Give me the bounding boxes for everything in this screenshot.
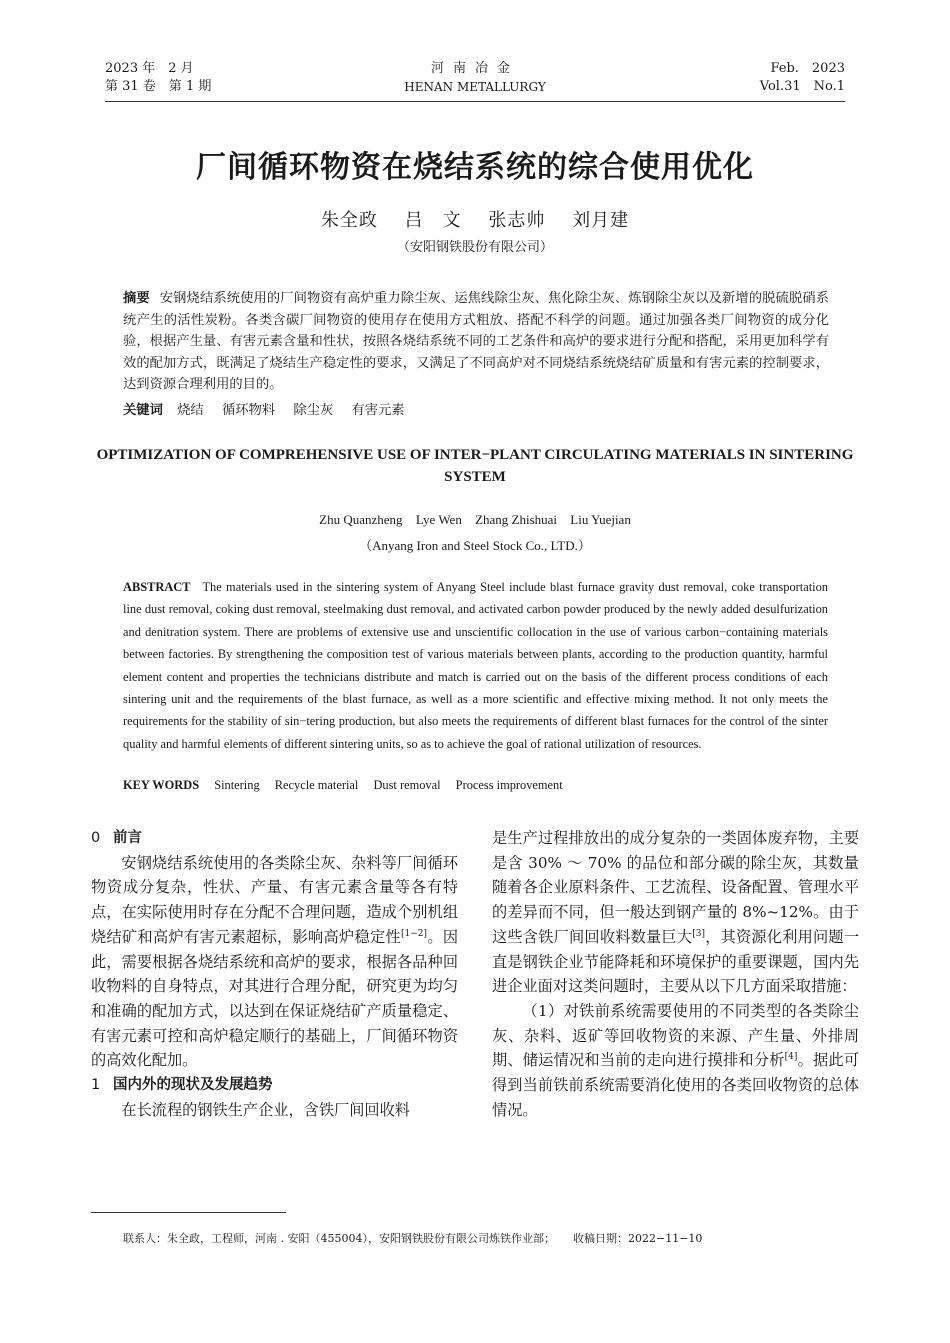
paper-title: 厂间循环物资在烧结系统的综合使用优化 bbox=[196, 150, 754, 185]
footnote-rule bbox=[91, 1212, 286, 1213]
header-date: 2023 年 2 月 bbox=[105, 61, 194, 76]
citation: [1−2] bbox=[401, 928, 428, 939]
header-volume-en: Vol.31 No.1 bbox=[759, 79, 845, 94]
author-name: 张志帅 bbox=[488, 210, 546, 231]
section-heading-1 bbox=[91, 1073, 458, 1098]
author-name-en: Lye Wen bbox=[415, 512, 462, 527]
abstract-cn bbox=[123, 288, 829, 396]
keyword-en: Sintering bbox=[214, 778, 260, 792]
body-column-right bbox=[492, 826, 859, 1122]
keyword-cn: 除尘灰 bbox=[293, 403, 334, 418]
body-column-left bbox=[91, 826, 458, 1122]
journal-name-cn: 河南冶金 bbox=[430, 61, 519, 76]
author-name-en: Zhu Quanzheng bbox=[319, 512, 403, 527]
keywords-en bbox=[123, 778, 828, 793]
section-heading-0 bbox=[91, 826, 458, 851]
author-name-en: Zhang Zhishuai bbox=[475, 512, 558, 527]
paper-title-en: OPTIMIZATION OF COMPREHENSIVE USE OF INTER−PLANT CIRCULATING MATERIALS IN SINTERING SYSTEM bbox=[96, 447, 854, 485]
paragraph-text: 是生产过程排放出的成分复杂的一类固体废弃物，主要是含 30% ～ 70% 的品位和部分碳的除尘灰，其数量随着各企业原料条件、工艺流程、设备配置、管理水平的差异而不同，但一般达到钢产量的 8%~12%。由于这些含铁厂间回收料数量巨大 bbox=[492, 829, 859, 946]
keywords-en-label: KEY WORDS bbox=[123, 778, 200, 792]
body-paragraph bbox=[492, 826, 859, 999]
paragraph-text: ，其资源化利用问题一直是钢铁企业节能降耗和环境保护的重要课题，国内先进企业面对这类问题时，主要从以下几方面采取措施： bbox=[492, 927, 860, 996]
keyword-en: Dust removal bbox=[373, 778, 441, 792]
body-paragraph: 在长流程的钢铁生产企业，含铁厂间回收料 bbox=[121, 1100, 410, 1119]
header-volume: 第 31 卷 第 1 期 bbox=[105, 79, 212, 94]
body-paragraph bbox=[492, 999, 859, 1123]
keyword-en: Recycle material bbox=[274, 778, 359, 792]
citation: [4] bbox=[784, 1052, 798, 1063]
footnote bbox=[123, 1230, 863, 1246]
keyword-cn: 有害元素 bbox=[351, 403, 405, 418]
affiliation: （安阳钢铁股份有限公司） bbox=[396, 240, 553, 255]
abstract-en-text: The materials used in the sintering system of Anyang Steel include blast furnace gravity dust removal, coke transportation line dust removal, coking dust removal, steelmaking dust removal, and activated carbon powder produced by the newly added desulfurization and denitration system. There are problems of extensive use and unscientific collocation in the use of various carbon−containing materials between factories. By strengthening the composition test of various materials between plants, according to the production quantity, harmful element content and properties the technicians distribute and match is carried out on the basis of the different process conditions of each sintering unit and the requirements of the blast furnace, as well as a more scientific and effective mixing method. It not only meets the requirements for the stability of sin−tering production, but also meets the requirements of different blast furnaces for the control of the sinter quality and harmful elements of different sintering units, so as to achieve the goal of rational utilization of resources. bbox=[123, 580, 828, 751]
abstract-cn-label: 摘要 bbox=[123, 291, 150, 306]
body-paragraph bbox=[91, 851, 458, 1073]
header-center bbox=[105, 60, 845, 96]
abstract-en-label: ABSTRACT bbox=[123, 580, 191, 594]
paragraph-text: 。据此可得到当前铁前系统需要消化使用的各类回收物资的总体情况。 bbox=[492, 1051, 860, 1119]
affiliation-en: （Anyang Iron and Steel Stock Co., LTD.） bbox=[359, 538, 591, 553]
section-title: 前言 bbox=[113, 830, 142, 846]
section-number: 1 bbox=[91, 1077, 101, 1094]
author-name: 刘月建 bbox=[572, 210, 630, 231]
keywords-cn-label: 关键词 bbox=[123, 403, 163, 418]
header-date-en: Feb. 2023 bbox=[770, 61, 845, 76]
author-list-en bbox=[0, 512, 950, 528]
author-name: 朱全政 bbox=[320, 210, 378, 231]
header-right bbox=[760, 60, 845, 96]
keyword-cn: 循环物料 bbox=[221, 403, 276, 418]
keyword-cn: 烧结 bbox=[177, 403, 204, 418]
paragraph-text: （1）对铁前系统需要使用的不同类型的各类除尘灰、杂料、返矿等回收物资的来源、产生量、外排周期、储运情况和当前的走向进行摸排和分析 bbox=[492, 1001, 859, 1070]
keywords-cn bbox=[123, 399, 829, 418]
abstract-cn-text: 安钢烧结系统使用的厂间物资有高炉重力除尘灰、运焦线除尘灰、焦化除尘灰、炼钢除尘灰以及新增的脱硫脱硝系统产生的活性炭粉。各类含碳厂间物资的使用存在使用方式粗放、搭配不科学的问题。通过加强各类厂间物资的成分化验，根据产生量、有害元素含量和性状，按照各烧结系统不同的工艺条件和高炉的要求进行分配和搭配，采用更加科学有效的配加方式，既满足了烧结生产稳定性的要求，又满足了不同高炉对不同烧结系统烧结矿质量和有害元素的控制要求，达到资源合理利用的目的。 bbox=[123, 291, 830, 392]
author-list bbox=[0, 206, 950, 232]
keyword-en: Process improvement bbox=[455, 778, 563, 792]
section-title: 国内外的现状及发展趋势 bbox=[113, 1077, 273, 1094]
section-number: 0 bbox=[91, 830, 101, 846]
journal-name-en: HENAN METALLURGY bbox=[404, 80, 546, 94]
paragraph-text: 安钢烧结系统使用的各类除尘灰、杂料等厂间循环物资成分复杂，性状、产量、有害元素含量等各有特点，在实际使用时存在分配不合理问题，造成个别机组烧结矿和高炉有害元素超标，影响高炉稳定性 bbox=[91, 853, 458, 946]
abstract-en bbox=[123, 576, 828, 755]
header-rule bbox=[105, 101, 845, 102]
citation: [3] bbox=[692, 928, 705, 939]
author-name: 吕 文 bbox=[404, 210, 462, 231]
footnote-contact: 联系人：朱全政，工程师，河南 . 安阳（455004），安阳钢铁股份有限公司炼铁作业部； bbox=[123, 1232, 555, 1245]
author-name-en: Liu Yuejian bbox=[570, 512, 631, 527]
paragraph-text: 。因此，需要根据各烧结系统和高炉的要求，根据各品种回收物料的自身特点，对其进行合理分配，研究更为均匀和准确的配加方式，以达到在保证烧结矿产质量稳定、有害元素可控和高炉稳定顺行的基础上，厂间循环物资的高效化配加。 bbox=[91, 927, 459, 1070]
footnote-received-date: 收稿日期：2022−11−10 bbox=[572, 1232, 703, 1245]
